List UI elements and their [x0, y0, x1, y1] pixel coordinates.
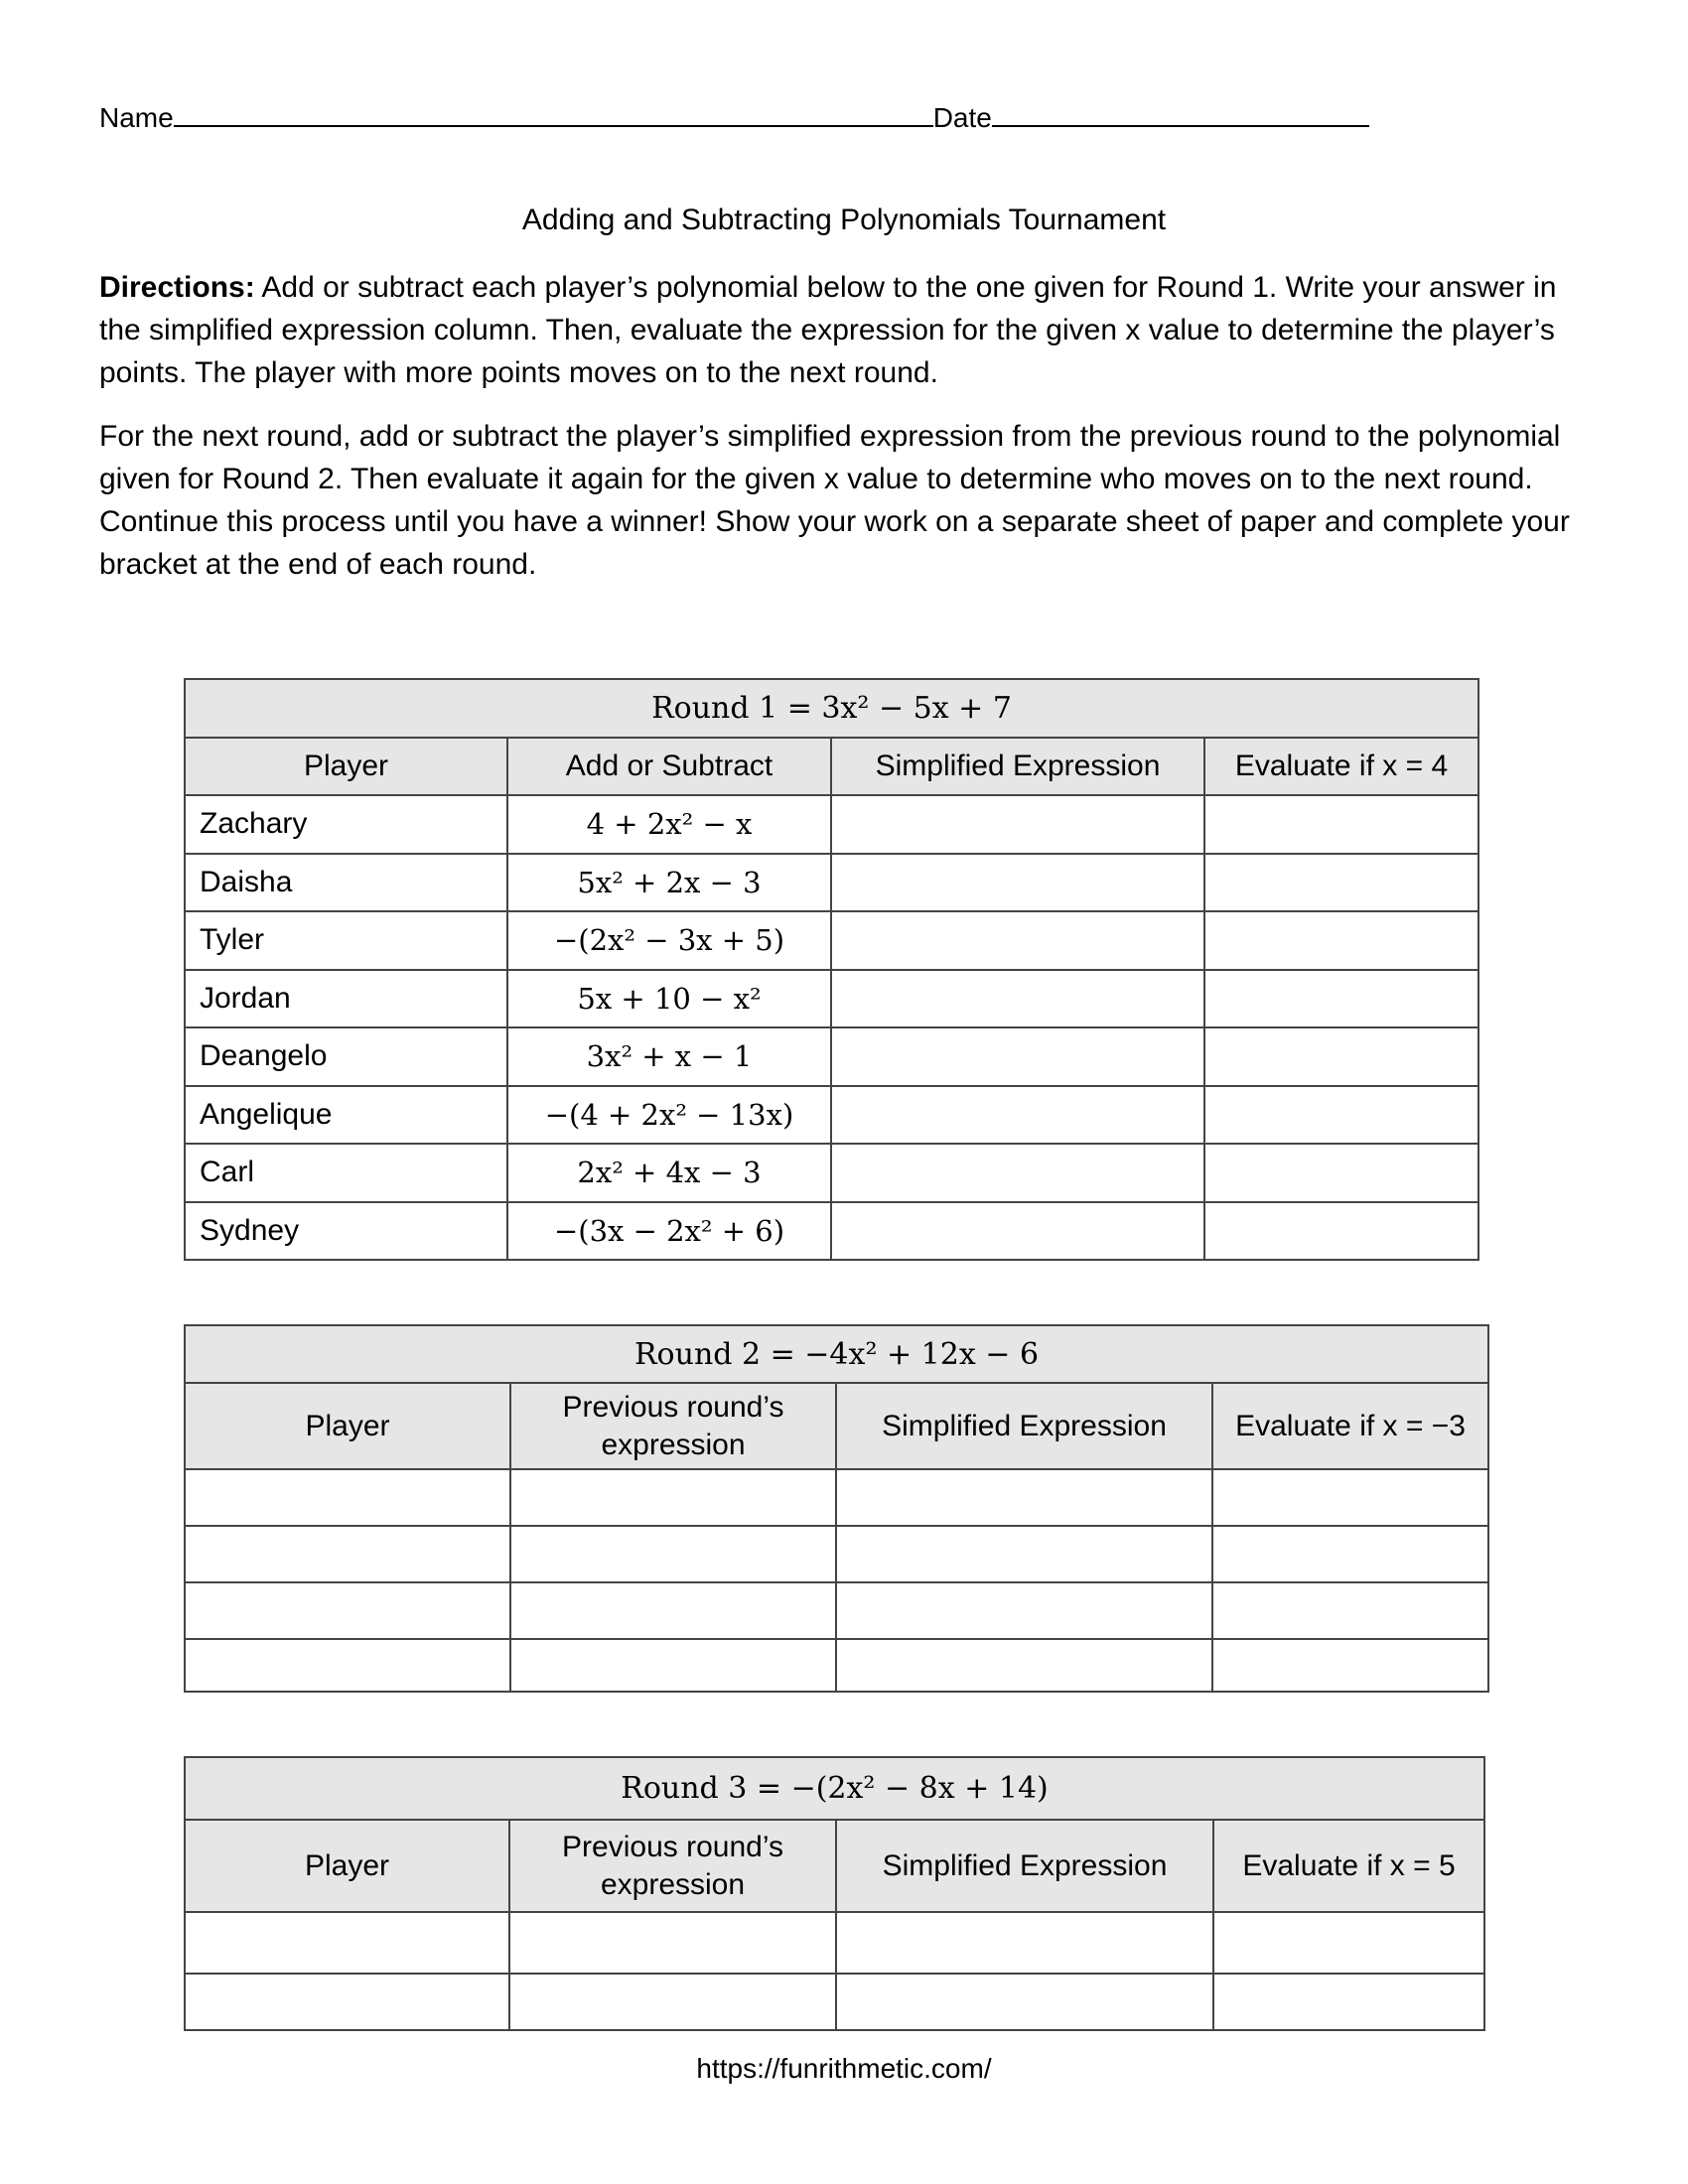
simplified-expression-cell[interactable] — [831, 970, 1204, 1028]
name-label: Name — [99, 102, 174, 133]
table-row — [185, 1912, 1484, 1974]
player-name: Sydney — [185, 1202, 507, 1261]
simplified-expression-cell[interactable] — [831, 795, 1204, 854]
player-cell[interactable] — [185, 1526, 510, 1582]
previous-expression-cell[interactable] — [510, 1469, 836, 1526]
column-header-evaluate: Evaluate if x = 4 — [1204, 738, 1478, 795]
player-name: Jordan — [185, 970, 507, 1028]
date-label: Date — [932, 102, 992, 133]
table-row — [185, 970, 1478, 1028]
previous-expression-cell[interactable] — [510, 1582, 836, 1639]
directions-paragraph-2: For the next round, add or subtract the player’s simplified expression from the previous round to the polynomial given for Round 2. Then evaluate it again for the given x value to determine who moves on to the next round. Continue this process until you have a winner! Show your work on a separate sheet of paper and complete your bracket at the end of each round. — [99, 420, 1570, 581]
previous-expression-cell[interactable] — [510, 1526, 836, 1582]
evaluate-cell[interactable] — [1212, 1582, 1488, 1639]
player-expression: −(2x² − 3x + 5) — [507, 911, 831, 970]
round-1-table — [184, 678, 1479, 1261]
evaluate-cell[interactable] — [1212, 1469, 1488, 1526]
table-row — [185, 1974, 1484, 2030]
previous-expression-cell[interactable] — [510, 1639, 836, 1692]
round-2-table — [184, 1324, 1489, 1693]
evaluate-cell[interactable] — [1212, 1639, 1488, 1692]
simplified-expression-cell[interactable] — [831, 911, 1204, 970]
evaluate-cell[interactable] — [1213, 1974, 1484, 2030]
directions-label: Directions: — [99, 271, 255, 304]
table-row — [185, 1202, 1478, 1261]
simplified-expression-cell[interactable] — [831, 1027, 1204, 1086]
simplified-expression-cell[interactable] — [831, 854, 1204, 912]
previous-expression-cell[interactable] — [509, 1974, 836, 2030]
evaluate-cell[interactable] — [1204, 795, 1478, 854]
column-header-player: Player — [185, 1383, 510, 1469]
player-name: Angelique — [185, 1086, 507, 1145]
simplified-expression-cell[interactable] — [836, 1526, 1212, 1582]
column-header-simplified: Simplified Expression — [831, 738, 1204, 795]
column-header-player: Player — [185, 1820, 509, 1912]
evaluate-cell[interactable] — [1204, 1144, 1478, 1202]
directions-paragraph-1 — [99, 266, 1579, 394]
simplified-expression-cell[interactable] — [831, 1144, 1204, 1202]
evaluate-cell[interactable] — [1212, 1526, 1488, 1582]
evaluate-cell[interactable] — [1213, 1912, 1484, 1974]
simplified-expression-cell[interactable] — [836, 1974, 1213, 2030]
player-expression: 5x + 10 − x² — [507, 970, 831, 1028]
player-expression: 5x² + 2x − 3 — [507, 854, 831, 912]
column-header-previous-expression: Previous round’s expression — [509, 1820, 836, 1912]
table-row — [185, 1086, 1478, 1145]
simplified-expression-cell[interactable] — [836, 1639, 1212, 1692]
simplified-expression-cell[interactable] — [831, 1086, 1204, 1145]
column-header-evaluate: Evaluate if x = −3 — [1212, 1383, 1488, 1469]
player-cell[interactable] — [185, 1974, 509, 2030]
directions-text-1: Add or subtract each player’s polynomial below to the one given for Round 1. Write your answer in the simplified expression column. Then, evaluate the expression for the given x value to determine the player’s points. The player with more points moves on to the next round. — [99, 271, 1557, 389]
player-name: Daisha — [185, 854, 507, 912]
table-row — [185, 1526, 1488, 1582]
column-header-evaluate: Evaluate if x = 5 — [1213, 1820, 1484, 1912]
player-name: Deangelo — [185, 1027, 507, 1086]
evaluate-cell[interactable] — [1204, 1202, 1478, 1261]
column-header-simplified: Simplified Expression — [836, 1820, 1213, 1912]
evaluate-cell[interactable] — [1204, 970, 1478, 1028]
player-cell[interactable] — [185, 1639, 510, 1692]
round-1-title: Round 1 = 3x² − 5x + 7 — [185, 679, 1478, 738]
simplified-expression-cell[interactable] — [831, 1202, 1204, 1261]
table-row — [185, 1469, 1488, 1526]
player-expression: 2x² + 4x − 3 — [507, 1144, 831, 1202]
column-header-simplified: Simplified Expression — [836, 1383, 1212, 1469]
worksheet-title: Adding and Subtracting Polynomials Tournament — [521, 204, 1167, 236]
column-header-add-subtract: Add or Subtract — [507, 738, 831, 795]
simplified-expression-cell[interactable] — [836, 1582, 1212, 1639]
evaluate-cell[interactable] — [1204, 911, 1478, 970]
player-expression: 4 + 2x² − x — [507, 795, 831, 854]
player-cell[interactable] — [185, 1912, 509, 1974]
player-cell[interactable] — [185, 1582, 510, 1639]
player-expression: −(3x − 2x² + 6) — [507, 1202, 831, 1261]
column-header-previous-expression: Previous round’s expression — [510, 1383, 836, 1469]
evaluate-cell[interactable] — [1204, 854, 1478, 912]
player-name: Zachary — [185, 795, 507, 854]
table-row — [185, 911, 1478, 970]
player-name: Tyler — [185, 911, 507, 970]
player-name: Carl — [185, 1144, 507, 1202]
evaluate-cell[interactable] — [1204, 1086, 1478, 1145]
date-field[interactable] — [992, 99, 1369, 127]
round-3-title: Round 3 = −(2x² − 8x + 14) — [185, 1757, 1484, 1820]
table-row — [185, 1027, 1478, 1086]
round-3-table — [184, 1756, 1485, 2031]
directions — [99, 266, 1579, 607]
player-expression: 3x² + x − 1 — [507, 1027, 831, 1086]
round-2-title: Round 2 = −4x² + 12x − 6 — [185, 1325, 1488, 1383]
name-date-line — [99, 99, 1369, 134]
table-row — [185, 795, 1478, 854]
table-row — [185, 854, 1478, 912]
table-row — [185, 1582, 1488, 1639]
simplified-expression-cell[interactable] — [836, 1469, 1212, 1526]
player-cell[interactable] — [185, 1469, 510, 1526]
previous-expression-cell[interactable] — [509, 1912, 836, 1974]
simplified-expression-cell[interactable] — [836, 1912, 1213, 1974]
column-header-player: Player — [185, 738, 507, 795]
footer-url[interactable]: https://funrithmetic.com/ — [696, 2053, 992, 2084]
table-row — [185, 1144, 1478, 1202]
table-row — [185, 1639, 1488, 1692]
player-expression: −(4 + 2x² − 13x) — [507, 1086, 831, 1145]
name-field[interactable] — [174, 99, 933, 127]
evaluate-cell[interactable] — [1204, 1027, 1478, 1086]
